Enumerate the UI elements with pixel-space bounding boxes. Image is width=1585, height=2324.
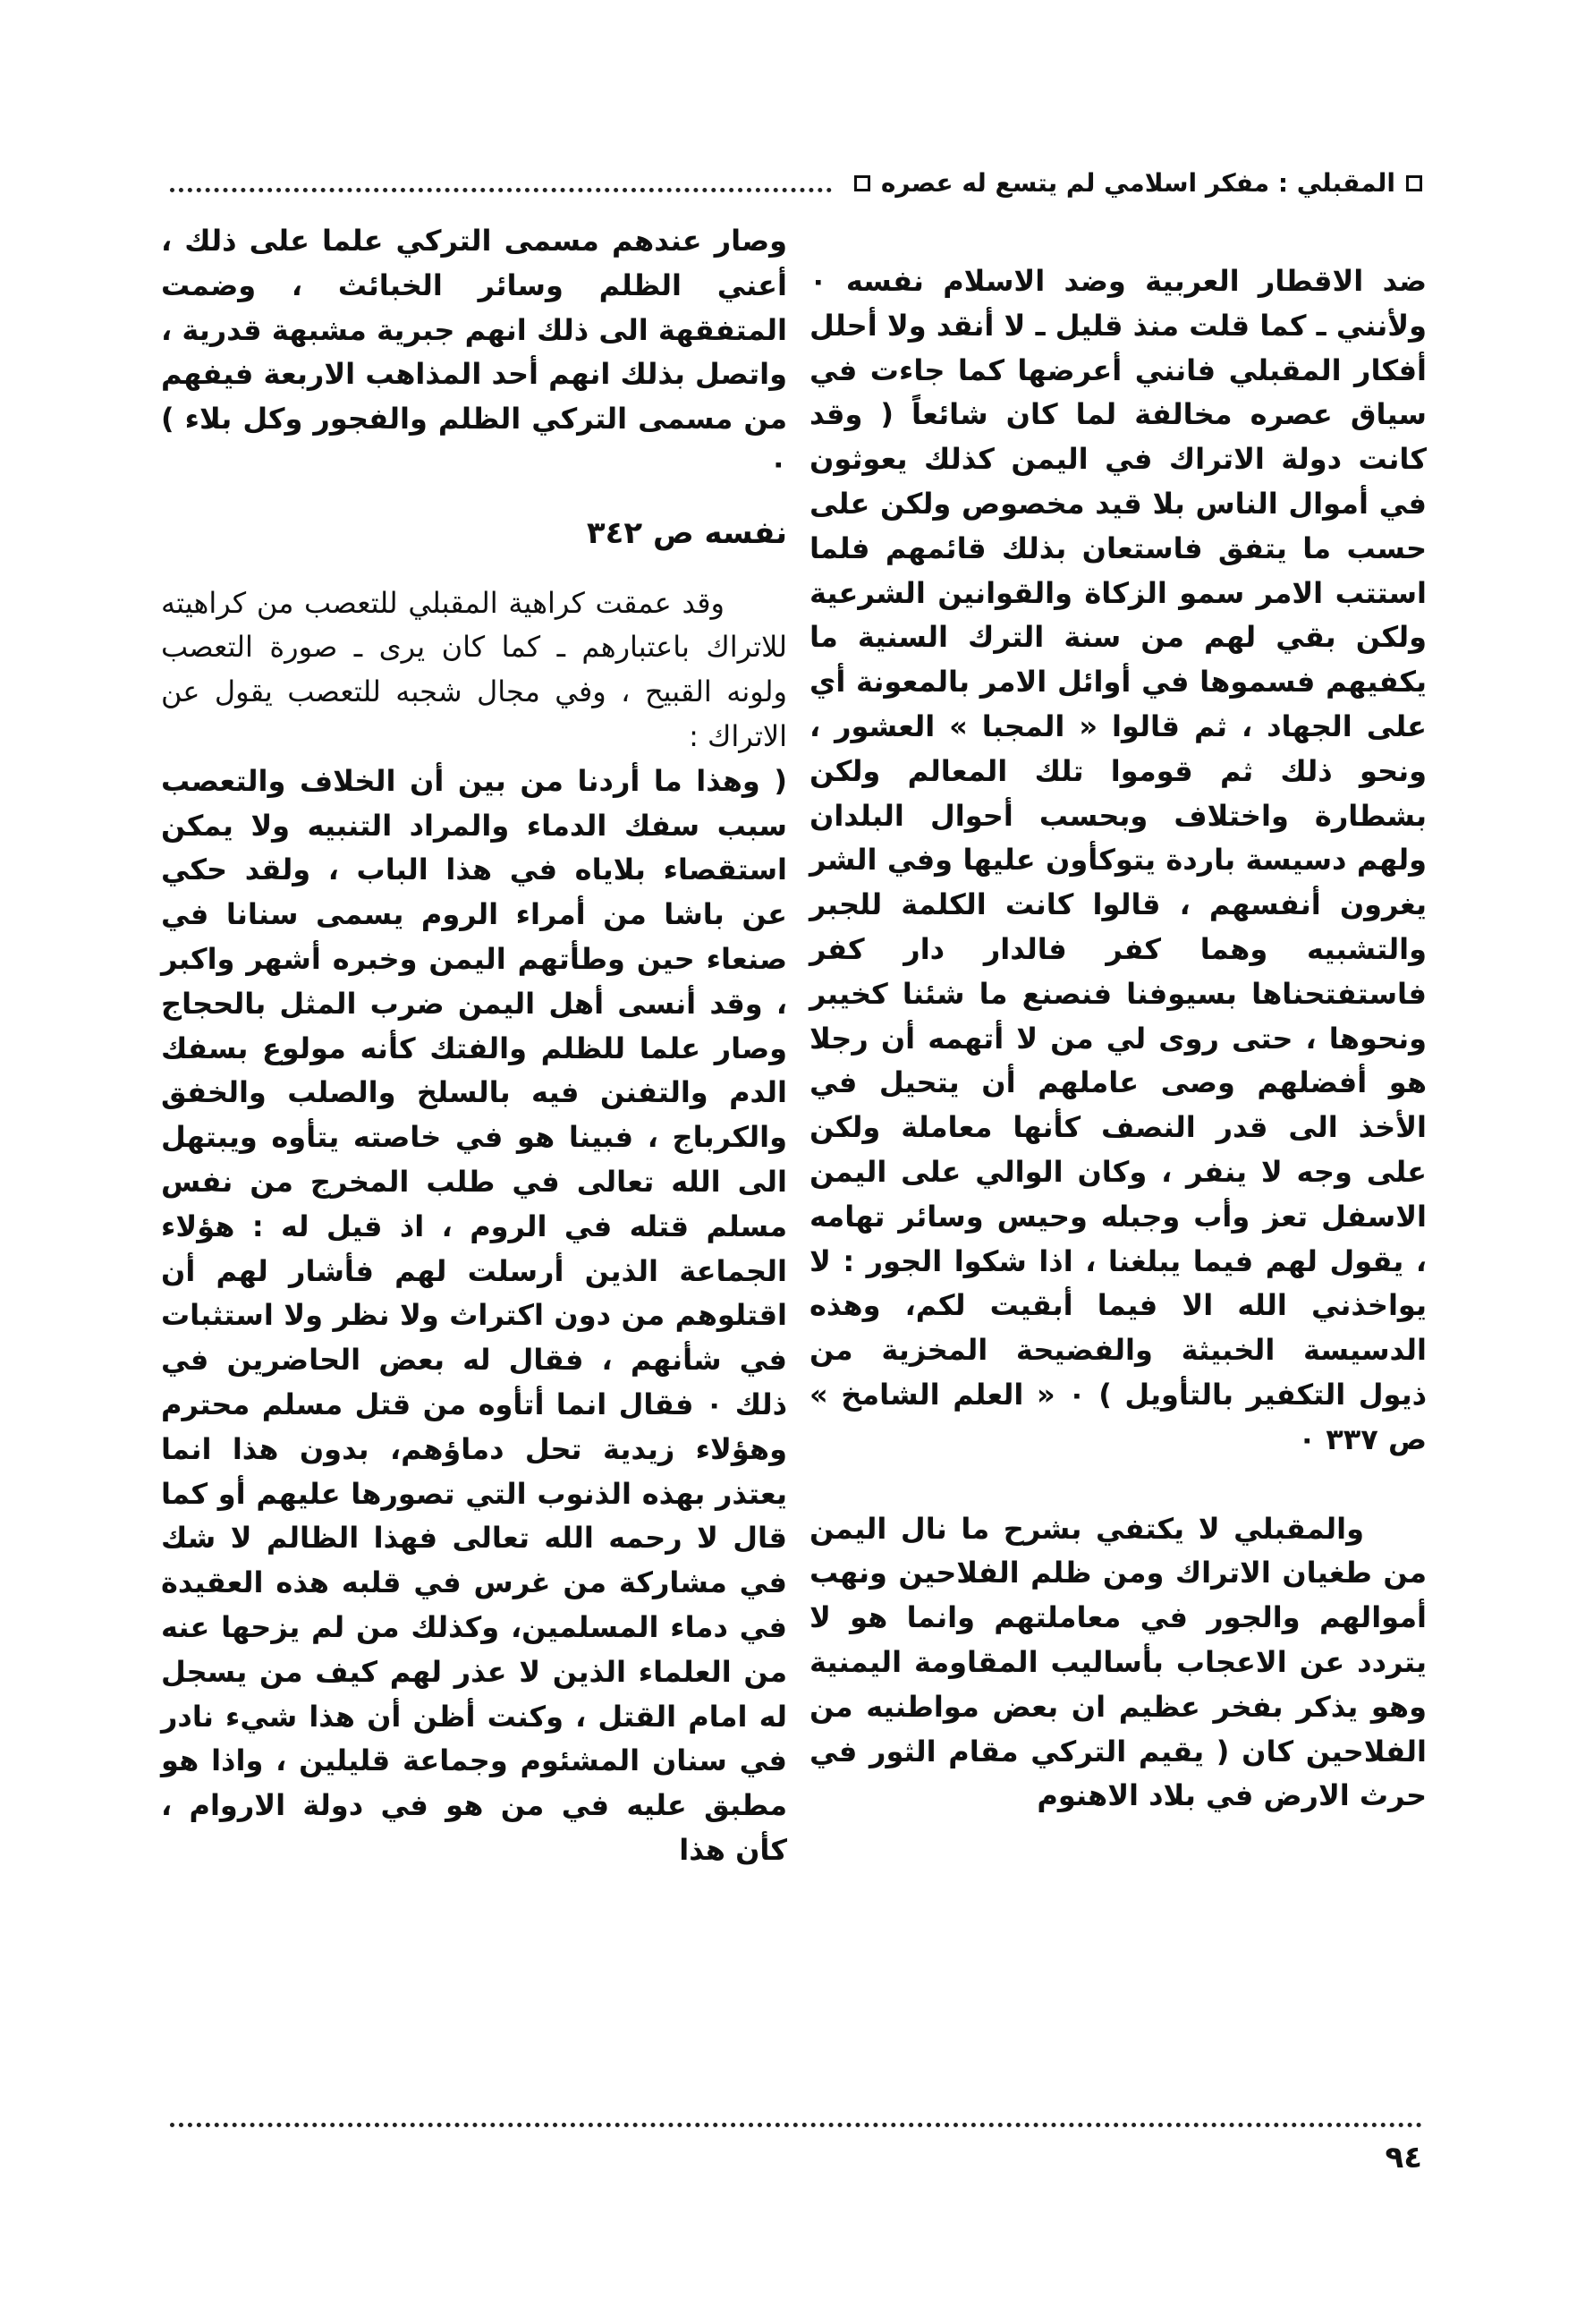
right-paragraph-2: والمقبلي لا يكتفي بشرح ما نال اليمن من طغيان الاتراك ومن ظلم الفلاحين ونهب أموالهم والجور في معاملتهم وانما هو لا يتردد عن الاعجاب بأساليب المقاومة اليمنية وهو يذكر بفخر عظيم ان بعض مواطنيه من الفلاحين كان ( يقيم التركي مقام الثور في حرث الارض في بلاد الاهنوم [809,1511,1427,1813]
running-title [854,168,1422,198]
running-header [170,161,1422,224]
source-reference: نفسه ص ٣٤٢ [586,514,787,551]
right-paragraph-1: ضد الاقطار العربية وضد الاسلام نفسه ٠ ولأنني ـ كما قلت منذ قليل ـ لا أنقد ولا أحلل أفكار المقبلي فانني أعرضها كما جاءت في سياق عصره مخالفة لما كان شائعاً ( وقد كانت دولة الاتراك في اليمن كذلك يعوثون في أموال الناس بلا قيد مخصوص ولكن على حسب ما يتفق فاستعان بذلك قائمهم فلما استتب الامر سمو الزكاة والقوانين الشرعية ولكن بقي لهم من سنة الترك السنية ما يكفيهم فسموها في أوائل الامر بالمعونة أي على الجهاد ، ثم قالوا « المجبا » العشور ، ونحو ذلك ثم قوموا تلك المعالم ولكن بشطارة واختلاف وبحسب أحوال البلدان ولهم دسيسة باردة يتوكأون عليها وفي الشر يغرون أنفسهم ، قالوا كانت الكلمة للجبر والتشبيه وهما كفر فالدار دار كفر فاستفتحناها بسيوفنا فنصنع ما شئنا كخيبر ونحوها ، حتى روى لي من لا أتهمه أن رجلا هو أفضلهم وصى عاملهم أن يتحيل في الأخذ الى قدر النصف كأنها معاملة ولكن على وجه لا ينفر ، وكان الوالي على اليمن الاسفل تعز وأب وجبله وحيس وسائر تهامه ، يقول لهم فيما يبلغنا ، اذا شكوا الجور : لا يواخذني الله الا فيما أبقيت لكم، وهذه الدسيسة الخبيثة والفضيحة المخزية من ذيول التكفير بالتأويل ) ٠ « العلم الشامخ » ص ٣٣٧ ٠ [809,264,1427,1456]
square-bullet-icon [854,175,870,191]
right-column [809,259,1427,1819]
running-title-text: المقبلي : مفكر اسلامي لم يتسع له عصره [880,168,1395,198]
left-paragraph-3: ( وهذا ما أردنا من بين أن الخلاف والتعصب سبب سفك الدماء والمراد التنبيه ولا يمكن استقصاء بلاياه في هذا الباب ، ولقد حكي عن باشا من أمراء الروم يسمى سنانا في صنعاء حين وطأتهم اليمن وخبره أشهر واكبر ، وقد أنسى أهل اليمن ضرب المثل بالحجاج وصار علما للظلم والفتك كأنه مولوع بسفك الدم والتفنن فيه بالسلخ والصلب والخفق والكرباج ، فبينا هو في خاصته يتأوه ويبتهل الى الله تعالى في طلب المخرج من نفس مسلم قتله في الروم ، اذ قيل له : هؤلاء الجماعة الذين أرسلت لهم فأشار لهم أن اقتلوهم من دون اكتراث ولا نظر ولا استثبات في شأنهم ، فقال له بعض الحاضرين في ذلك ٠ فقال انما أتأوه من قتل مسلم محترم وهؤلاء زيدية تحل دماؤهم، بدون هذا انما يعتذر بهذه الذنوب التي تصورها عليهم أو كما قال لا رحمه الله تعالى فهذا الظالم لا شك في مشاركة من غرس في قلبه هذه العقيدة في دماء المسلمين، وكذلك من لم يزحها عنه من العلماء الذين لا عذر لهم كيف من يسجل له امام القتل ، وكنت أظن أن هذا شيء نادر في سنان المشئوم وجماعة قليلين ، واذا هو مطبق عليه في من هو في دولة الاروام ، كأن هذا [161,763,788,1867]
square-bullet-icon [1406,175,1422,191]
left-paragraph-1: وصار عندهم مسمى التركي علما على ذلك ، أعني الظلم وسائر الخبائث ، وضمت المتفقهة الى ذلك انهم جبرية مشبهة قدرية ، واتصل بذلك انهم أحد المذاهب الاربعة فيفهم من مسمى التركي الظلم والفجور وكل بلاء ) ٠ [161,224,787,480]
header-dotted-rule [170,188,832,192]
left-paragraph-2: وقد عمقت كراهية المقبلي للتعصب من كراهيته للاتراك باعتبارهم ـ كما كان يرى ـ صورة التعصب ولونه القبيح ، وفي مجال شجبه للتعصب يقول عن الاتراك : [161,585,787,753]
left-column [161,219,787,1873]
page-number: ٩٤ [1385,2140,1422,2176]
footer-dotted-rule [170,2123,1422,2127]
